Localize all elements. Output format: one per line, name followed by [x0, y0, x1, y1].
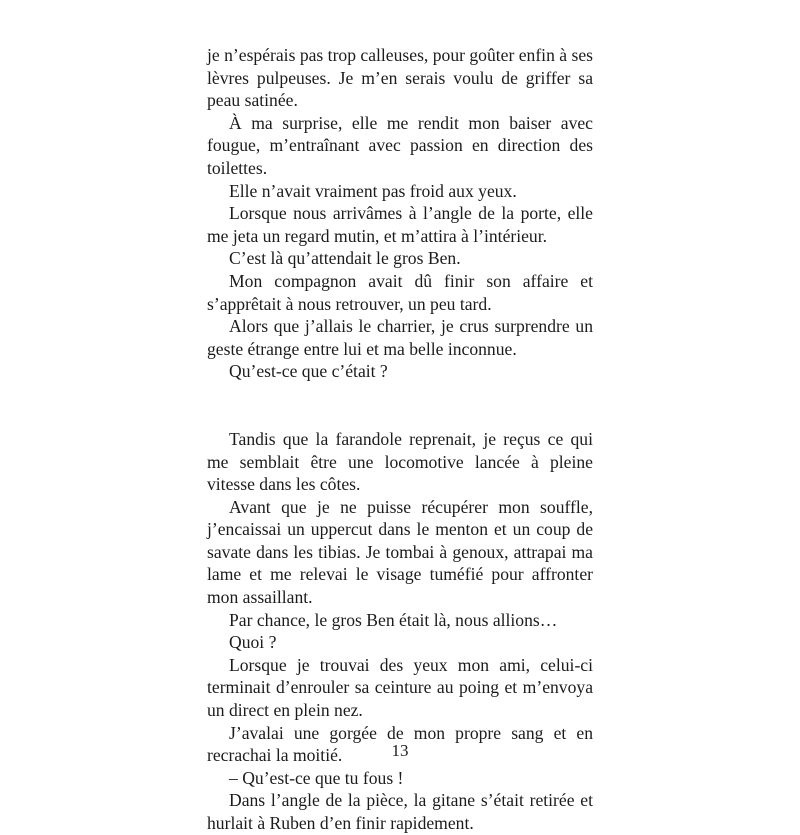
paragraph: – Qu’est-ce que tu fous ! — [229, 767, 404, 788]
paragraph: Quoi ? — [229, 632, 277, 653]
paragraph: C’est là qu’attendait le gros Ben. — [229, 248, 461, 269]
body-text — [207, 44, 593, 835]
paragraph: Qu’est-ce que c’était ? — [229, 361, 388, 382]
paragraph: Tandis que la farandole reprenait, je reçus ce qui me semblait être une locomotive lancée à pleine vitesse dans les côtes. — [207, 428, 593, 495]
section-break — [207, 383, 593, 428]
paragraph: À ma surprise, elle me rendit mon baiser avec fougue, m’entraînant avec passion en direction des toilettes. — [207, 112, 593, 178]
paragraph: Lorsque nous arrivâmes à l’angle de la porte, elle me jeta un regard mutin, et m’attira à l’intérieur. — [207, 203, 593, 246]
paragraph: Lorsque je trouvai des yeux mon ami, celui-ci terminait d’enrouler sa ceinture au poing et m’envoya un direct en plein nez. — [207, 654, 593, 721]
paragraph: Par chance, le gros Ben était là, nous allions… — [229, 609, 558, 630]
page-number: 13 — [391, 741, 409, 760]
paragraph: Dans l’angle de la pièce, la gitane s’était retirée et hurlait à Ruben d’en finir rapidement. — [207, 790, 593, 833]
paragraph: J’avalai une gorgée de mon propre sang et en recrachai la moitié. — [207, 722, 593, 766]
paragraph: Avant que je ne puisse récupérer mon souffle, j’encaissai un uppercut dans le menton et un coup de savate dans les tibias. Je tombai à genoux, attrapai ma lame et me relevai le visage tuméfié pour affronter mon assaillant. — [207, 496, 593, 608]
paragraph: Elle n’avait vraiment pas froid aux yeux. — [229, 180, 517, 201]
paragraph: Alors que j’allais le charrier, je crus surprendre un geste étrange entre lui et ma belle inconnue. — [207, 316, 593, 359]
paragraph: Mon compagnon avait dû finir son affaire et s’apprêtait à nous retrouver, un peu tard. — [207, 270, 593, 314]
paragraph: je n’espérais pas trop calleuses, pour goûter enfin à ses lèvres pulpeuses. Je m’en serais voulu de griffer sa peau satinée. — [207, 45, 593, 111]
